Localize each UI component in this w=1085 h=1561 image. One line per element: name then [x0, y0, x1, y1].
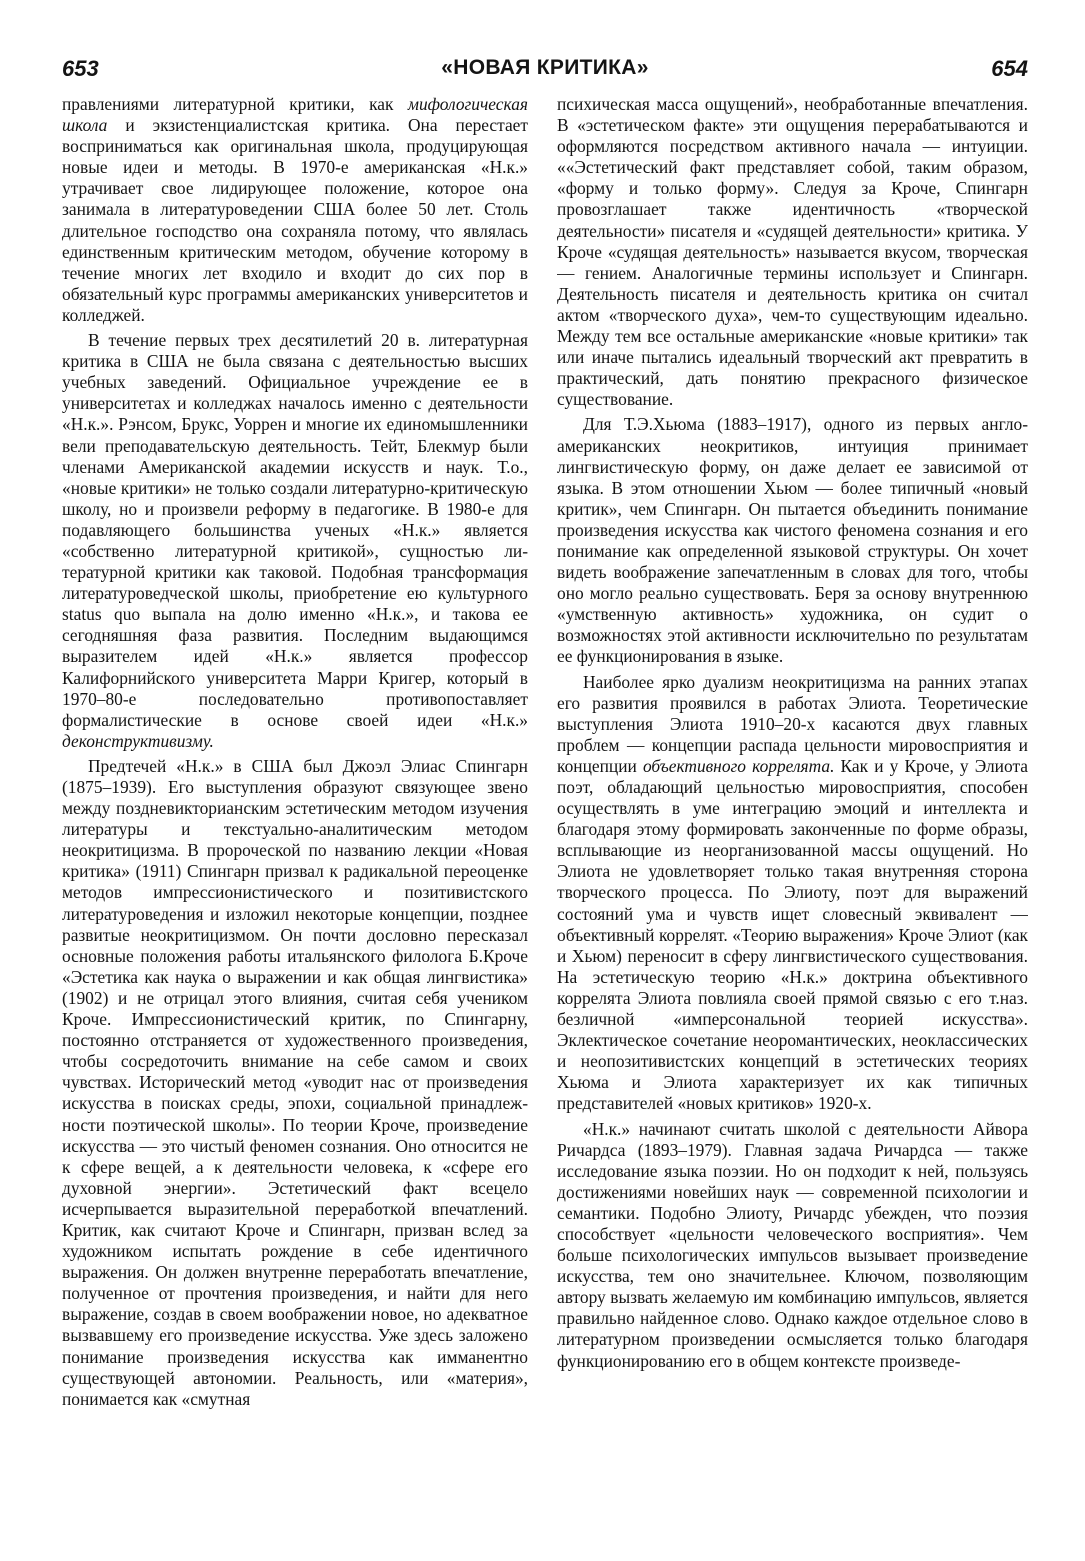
- paragraph: психическая масса ощущений», необработанные впечатления. В «эстетическом факте» эти ощущения перерабатываются и оформляются посредством активного начала — интуиции. ««Эстетический факт представляет собой, таким образом, «форму и только форму». Следуя за Кроче, Спингарн провозглашает также идентичность «творческой деятельности» писателя и «судящей деятельности» критика. У Кроче «судящая деятельность» называется вкусом, творческая — гением. Аналогичные термины использует и Спингарн. Деятельность писателя и деятельность критика он считал актом «творческого духа», чем-то существующим идеально. Между тем все остальные американские «новые критики» так или иначе пытались идеальный творческий акт превратить в практический, дать понятию прекрасного физическое существование.: [557, 94, 1028, 410]
- page-number-right: 654: [991, 56, 1028, 81]
- page-number-left: 653: [62, 56, 99, 81]
- paragraph: В течение первых трех десятилетий 20 в. литературная критика в США не была связана с деятельностью высших учебных заведений. Официальное учреждение ее в университетах и колледжах началось именно с деятельности «Н.к.». Рэнсом, Брукс, Уоррен и многие их единомышленники вели преподавательскую деятельность. Тейт, Блекмур были членами Американской академии искусств и наук. Т.о., «новые критики» не только создали литературно-критическую школу, но и произвели реформу в педагогике. В 1980-е для подавляющего большинства ученых «Н.к.» является «собственно литературной критикой», сущностью литературной критики как таковой. Подобная трансформация литературоведческой школы, приобретение ею культурного status quo выпала на долю именно «Н.к.», и такова ее сегодняшняя фаза развития. Последним выдающимся выразителем идей «Н.к.» является профессор Калифорнийского университета Марри Кригер, который в 1970–80-е последовательно противопоставляет формалистические в основе своей идеи «Н.к.» деконструктивизму.: [62, 330, 528, 751]
- page-header: [62, 56, 1028, 90]
- paragraph: «Н.к.» начинают считать школой с деятельности Айвора Ричардса (1893–1979). Главная задача Ричардса — также исследование языка поэзии. Но он подходит к ней, пользуясь достижениями новейших наук — современной психологии и семантики. Подобно Элиоту, Ричардс убежден, что поэзия способствует «цельности человеческого восприятия». Чем больше психологических импульсов вызывает произведение искусства, тем оно значительнее. Ключом, позволяющим автору вызвать желаемую им комбинацию импульсов, является правильно найденное слово. Однако каждое отдельное слово в литературном произведении осмысляется только благодаря функционированию его в общем контексте произведе-: [557, 1118, 1028, 1371]
- right-column: [557, 94, 1028, 1546]
- paragraph: Наиболее ярко дуализм неокритицизма на ранних этапах его развития проявился в работах Элиота. Теоретические выступления Элиота 1910–20-х касаются двух главных проблем — концепции распада цельности мировосприятия и концепции объективного коррелята. Как и у Кроче, у Элиота поэт, обладающий цельностью мировосприятия, способен осуществлять в уме интеграцию эмоций и интеллекта и благодаря этому формировать законченные по форме образы, всплывающие из неорганизованной массы ощущений. Но Элиота не удовлетворяет только такая внутренняя сторона творческого процесса. По Элиоту, поэт для выражений состояний ума и чувств ищет словесный эквивалент — объективный коррелят. «Теорию выражения» Кроче Элиот (как и Хьюм) переносит в сферу лингвистического существования. На эстетическую теорию «Н.к.» доктрина объективного коррелята Элиота повлияла своей прямой связью с его т.наз. безличной «имперсональной теорией искусства». Эклектическое сочетание неоромантических, неоклассических и неопозитивистских концепций в эстетических теориях Хьюма и Элиота характеризует их как типичных представителей «новых критиков» 1920-х.: [557, 671, 1028, 1114]
- paragraph: Для Т.Э.Хьюма (1883–1917), одного из первых англо-американских неокритиков, интуиция принимает лингвистическую форму, он даже делает ее зависимой от языка. В этом отношении Хьюм — более типичный «новый критик», чем Спингарн. Он пытается объединить понимание произведения искусства как чистого феномена сознания и его понимание как определенной языковой структуры. Он хочет видеть воображение запечатленным в словах для того, чтобы оно могло реально существовать. Беря за основу внутреннюю «умственную активность» художника, он судит о возможностях этой активности исключительно по результатам ее функционирования в языке.: [557, 414, 1028, 667]
- running-title: «НОВАЯ КРИТИКА»: [441, 56, 649, 79]
- term-italic: мифологическая школа: [62, 94, 528, 136]
- term-italic: деконструктивизму.: [62, 730, 214, 751]
- term-italic: объективного коррелята.: [642, 755, 835, 776]
- left-column: [62, 94, 528, 1546]
- paragraph: правлениями литературной критики, как мифологическая школа и экзистенциалистская критика. Она перестает восприниматься как оригинальная школа, продуцирующая новые идеи и методы. В 1970-е американская «Н.к.» утрачивает свое лидирующее положение, которое она занимала в литературоведении США более 50 лет. Столь длительное господство она сохраняла потому, что являлась единственным критическим методом, обучение которому в течение многих лет входило и входит до сих пор в обязательный курс программы американских университетов и колледжей.: [62, 94, 528, 325]
- paragraph: Предтечей «Н.к.» в США был Джоэл Элиас Спингарн (1875–1939). Его выступления образуют связующее звено между поздневикторианским эстетическим методом изучения литературы и текстуально-аналитическим методом неокритицизма. В пророческой по названию лекции «Новая критика» (1911) Спингарн призвал к радикальной переоценке методов импрессионистического и позитивистского литературоведения и изложил некоторые концепции, позднее развитые неокритицизмом. Он почти дословно пересказал основные положения работы итальянского филолога Б.Кроче «Эстетика как наука о выражении и как общая лингвистика» (1902) и не отрицал этого влияния, считая себя учеником Кроче. Импрессионистический критик, по Спингарну, постоянно отстраняется от художественного произведения, чтобы сосредоточить внимание на себе самом и своих чувствах. Исторический метод «уводит нас от произведения искусства в поисках среды, эпохи, социальной принадлежности поэтической школы». По теории Кроче, произведение искусства — это чистый феномен сознания. Оно относится не к сфере вещей, а к деятельности человека, к «сфере его духовной энергии». Эстетический факт всецело исчерпывается выразительной переработкой впечатлений. Критик, как считают Кроче и Спингарн, призван вслед за художником испытать рождение в себе идентичного выражения. Он должен внутренне переработать впечатление, полученное от прочтения произведения, и найти для него выражение, создав в своем воображении новое, но адекватное вызвавшему его произведение искусства. Уже здесь заложено понимание произведения искусства как имманентно существующей автономии. Реальность, или «материя», понимается как «смутная: [62, 755, 528, 1409]
